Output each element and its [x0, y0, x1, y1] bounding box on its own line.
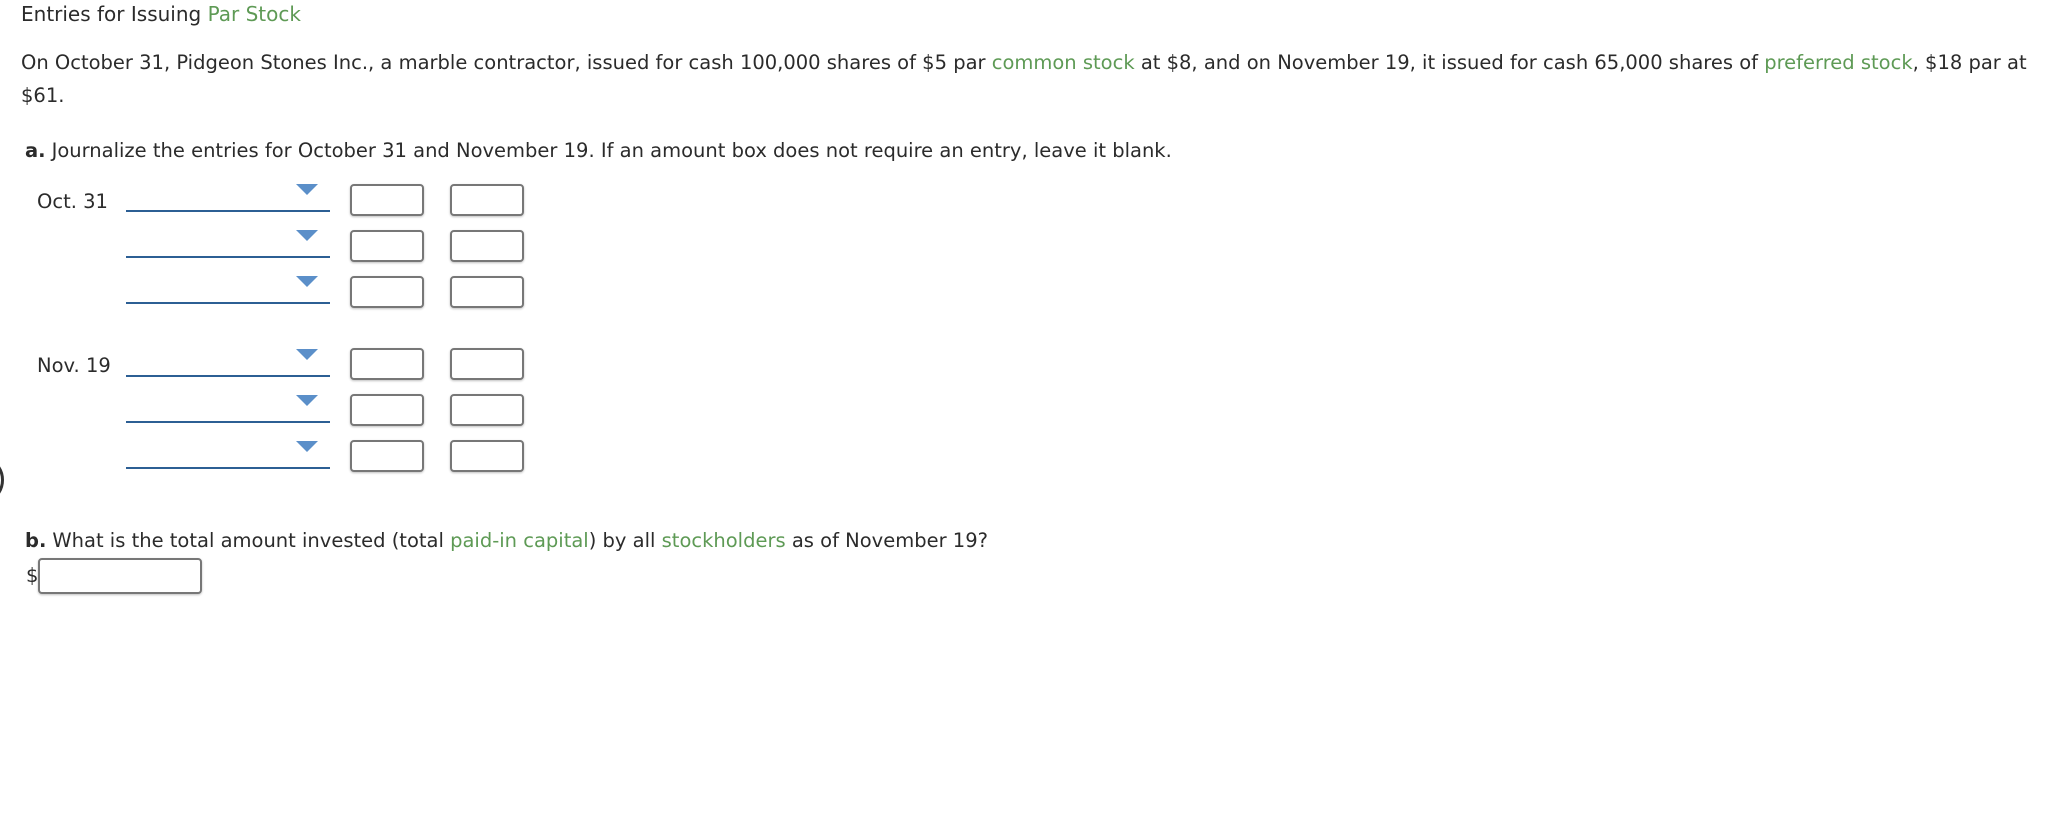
chevron-down-icon: [296, 441, 318, 452]
part-a-question: [25, 138, 1172, 164]
debit-input-nov19-row1[interactable]: [350, 348, 424, 380]
debit-input-oct31-row1[interactable]: [350, 184, 424, 216]
part-a-label: a.: [25, 139, 46, 162]
common-stock-link[interactable]: common stock: [991, 51, 1135, 74]
account-select-oct31-row2[interactable]: [126, 226, 330, 258]
entry-date-oct-31: Oct. 31: [37, 190, 108, 213]
debit-input-oct31-row2[interactable]: [350, 230, 424, 262]
chevron-down-icon: [296, 395, 318, 406]
account-select-nov19-row2[interactable]: [126, 391, 330, 423]
credit-input-oct31-row3[interactable]: [450, 276, 524, 308]
credit-input-nov19-row2[interactable]: [450, 394, 524, 426]
total-paid-in-capital-input[interactable]: [38, 558, 202, 594]
credit-input-nov19-row3[interactable]: [450, 440, 524, 472]
intro-text-2: at $8, and on November 19, it issued for cash 65,000 shares of: [1134, 51, 1765, 74]
part-a-text: Journalize the entries for October 31 and November 19. If an amount box does not require an entry, leave it blank.: [51, 139, 1172, 162]
chevron-down-icon: [296, 230, 318, 241]
paid-in-capital-link[interactable]: paid-in capital: [450, 529, 589, 552]
par-stock-link[interactable]: Par Stock: [207, 2, 301, 26]
part-b-text-2: ) by all: [588, 529, 662, 552]
currency-symbol: $: [26, 564, 39, 587]
credit-input-nov19-row1[interactable]: [450, 348, 524, 380]
chevron-down-icon: [296, 276, 318, 287]
entry-date-nov-19: Nov. 19: [37, 354, 111, 377]
part-b-label: b.: [25, 529, 47, 552]
account-select-oct31-row1[interactable]: [126, 180, 330, 212]
problem-statement: [21, 46, 2031, 112]
account-select-oct31-row3[interactable]: [126, 272, 330, 304]
partial-circle-icon: [0, 455, 4, 505]
preferred-stock-link[interactable]: preferred stock: [1764, 51, 1913, 74]
part-b-text-3: as of November 19?: [785, 529, 988, 552]
account-select-nov19-row1[interactable]: [126, 345, 330, 377]
credit-input-oct31-row1[interactable]: [450, 184, 524, 216]
debit-input-nov19-row2[interactable]: [350, 394, 424, 426]
chevron-down-icon: [296, 349, 318, 360]
chevron-down-icon: [296, 184, 318, 195]
intro-text-1: On October 31, Pidgeon Stones Inc., a marble contractor, issued for cash 100,000 shares of $5 par: [21, 51, 992, 74]
credit-input-oct31-row2[interactable]: [450, 230, 524, 262]
part-b-text-1: What is the total amount invested (total: [52, 529, 451, 552]
debit-input-oct31-row3[interactable]: [350, 276, 424, 308]
account-select-nov19-row3[interactable]: [126, 437, 330, 469]
stockholders-link[interactable]: stockholders: [661, 529, 786, 552]
debit-input-nov19-row3[interactable]: [350, 440, 424, 472]
page-title: [21, 1, 301, 27]
title-text: Entries for Issuing: [21, 2, 208, 26]
intro-text-3: , $18 par at $61.: [21, 51, 2027, 107]
part-b-question: [25, 528, 988, 554]
